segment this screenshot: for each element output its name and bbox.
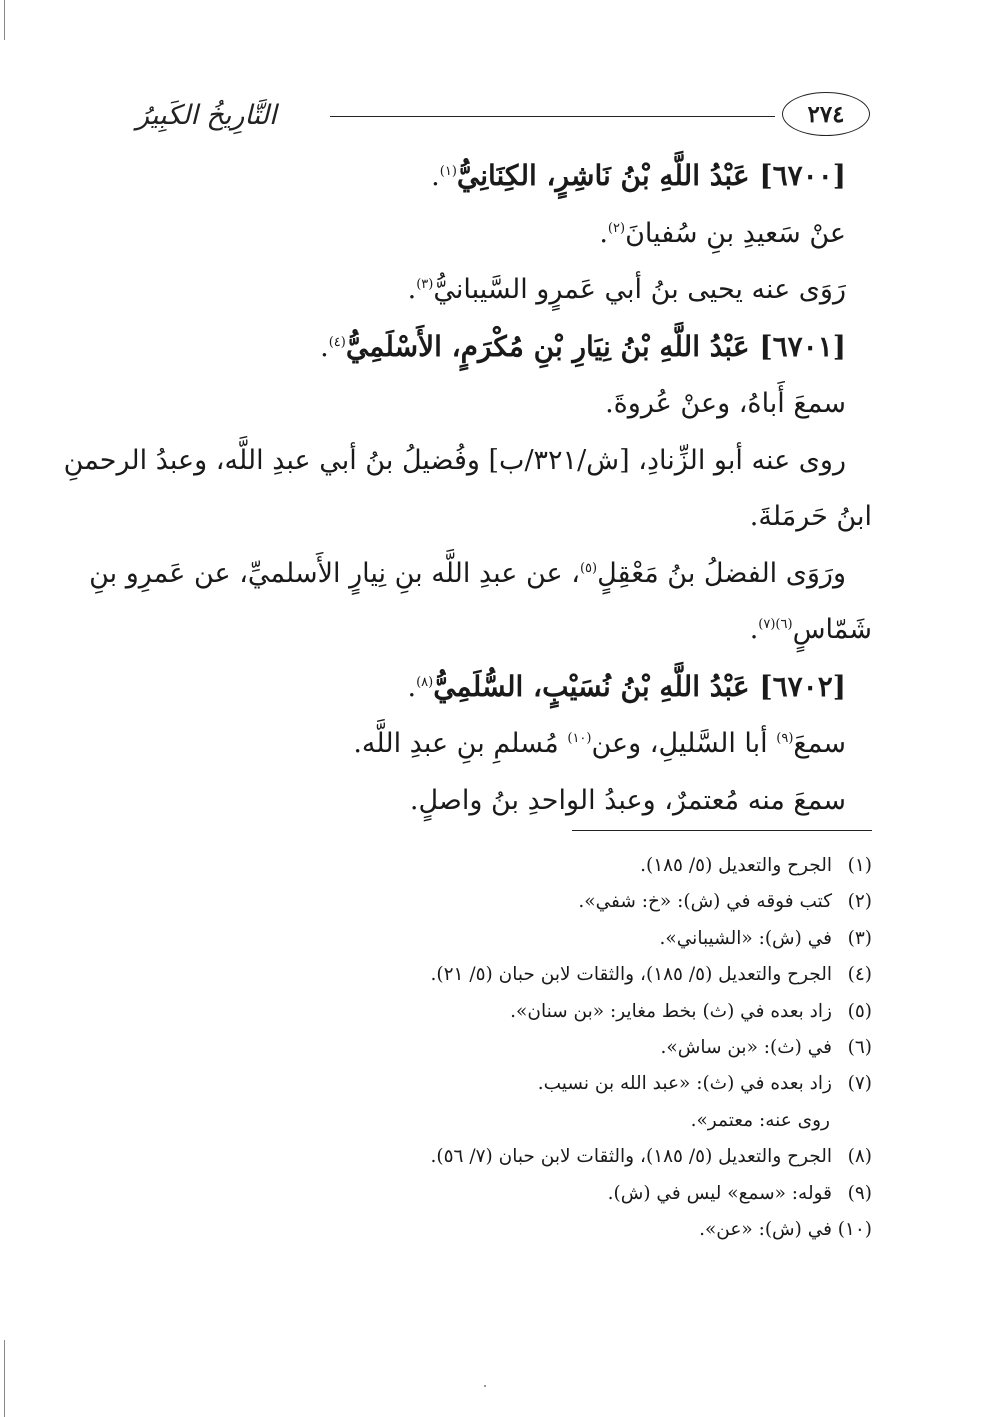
footnote xyxy=(240,1176,872,1212)
line-text: سمعَ منه مُعتمرٌ، وعبدُ الواحدِ بنُ واصلٍ. xyxy=(409,784,846,816)
footnote-text: كتب فوقه في (ش): «خ: شفي». xyxy=(578,891,832,913)
header-rule xyxy=(330,116,775,117)
scan-edge-mark xyxy=(4,1340,5,1417)
line-text-tail: . xyxy=(320,331,329,363)
line-text-tail: ، عن عبدِ اللَّه بنِ نِيارٍ الأَسلميِّ، عن عَمرِو بنِ xyxy=(89,557,580,589)
footnote xyxy=(240,1030,872,1066)
footnote-number: (١) xyxy=(847,855,872,876)
line-text: روى عنه أبو الزِّنادِ، [ش/٣٢١/ب] وفُضيلُ بنُ أبي عبدِ اللَّه، وعبدُ الرحمنِ xyxy=(63,444,846,476)
footnote xyxy=(240,957,872,993)
footnote-text: قوله: «سمع» ليس في (ش). xyxy=(607,1182,832,1204)
footnote-number: (٨) xyxy=(847,1146,872,1168)
entry-title: [٦٧٠٠] عَبْدُ اللَّهِ بْنُ نَاشِرٍ، الكِنَانِيُّ xyxy=(456,159,846,192)
footnote xyxy=(240,994,872,1030)
main-text xyxy=(63,148,872,829)
footnote-number: (٦) xyxy=(847,1037,872,1059)
footnote-text: في (ش): «عن». xyxy=(699,1219,832,1241)
line-text-tail: . xyxy=(599,217,608,249)
footnote-number: (٩) xyxy=(847,1182,872,1204)
line-text: رَوَى عنه يحيى بنُ أبي عَمرٍو السَّيبانيُّ xyxy=(433,274,846,305)
text-line xyxy=(89,546,872,603)
line-text-tail: . xyxy=(407,671,417,703)
footnote-ref: (١) xyxy=(439,164,457,179)
footnote-ref: (٣) xyxy=(416,277,434,292)
footnote-ref: (١٠) xyxy=(567,731,592,746)
footnote xyxy=(240,921,872,957)
footnote-number: (١٠) xyxy=(837,1219,872,1241)
line-text-tail: . xyxy=(431,161,440,192)
entry-heading xyxy=(128,659,872,717)
line-text: سمعَ أَباهُ، وعنْ عُروةَ. xyxy=(605,388,846,419)
line-text: ابنُ حَرمَلةَ. xyxy=(749,501,872,532)
line-text-tail: مُسلمِ بنِ عبدِ اللَّه. xyxy=(353,728,568,759)
line-text-tail: أبا السَّليلِ، وعن xyxy=(591,728,777,759)
entry-heading xyxy=(128,319,872,377)
running-title: التَّارِيخُ الكَبِيرُ xyxy=(136,100,277,131)
footnote-ref: (٨) xyxy=(416,674,434,690)
footnote-text: الجرح والتعديل (٥/ ١٨٥)، والثقات لابن حبان (٥/ ٢١). xyxy=(430,964,832,986)
footnote-text: زاد بعده في (ث) بخط مغاير: «بن سنان». xyxy=(510,1000,832,1022)
entry-title: [٦٧٠٢] عَبْدُ اللَّهِ بْنُ نُسَيْبٍ، السُّلَمِيُّ xyxy=(433,669,846,703)
text-line xyxy=(128,206,872,263)
footnote-number: (٤) xyxy=(847,964,872,986)
footnote-text: روى عنه: معتمر». xyxy=(690,1109,830,1131)
footnote xyxy=(240,1139,872,1175)
line-text-tail: . xyxy=(749,614,759,645)
line-text: عنْ سَعيدِ بنِ سُفيانَ xyxy=(625,217,846,249)
footnote-separator xyxy=(572,830,872,831)
page-header xyxy=(130,92,870,142)
footnote xyxy=(240,1212,872,1248)
entry-heading xyxy=(128,148,872,206)
footnote-number: (٣) xyxy=(847,927,872,949)
line-text: شَمّاسٍ xyxy=(792,614,872,645)
scan-edge-mark xyxy=(4,0,5,40)
footnote-ref: (٤) xyxy=(328,334,346,350)
line-text: سمعَ xyxy=(793,728,846,759)
footnote-text: في (ث): «بن ساش». xyxy=(660,1037,832,1059)
footnote-text: في (ش): «الشيباني». xyxy=(659,927,832,949)
text-line xyxy=(128,489,872,546)
footnote-text: الجرح والتعديل (٥/ ١٨٥). xyxy=(640,855,832,876)
footnote-text: الجرح والتعديل (٥/ ١٨٥)، والثقات لابن حبان (٧/ ٥٦). xyxy=(430,1146,832,1168)
footnote xyxy=(240,884,872,920)
footnote-ref: (٥) xyxy=(579,560,598,576)
text-line xyxy=(63,433,872,490)
page-number: ٢٧٤ xyxy=(782,92,870,136)
footnotes xyxy=(240,848,872,1248)
footnote xyxy=(240,1066,872,1102)
footnote-number: (٧) xyxy=(847,1073,872,1095)
text-line xyxy=(128,773,872,830)
text-line xyxy=(128,716,872,773)
footnote-ref: (٦)(٧) xyxy=(758,617,793,632)
text-line xyxy=(128,262,872,319)
footnote xyxy=(240,848,872,884)
line-text-tail: . xyxy=(407,274,417,305)
text-line xyxy=(128,376,872,433)
footnote-number: (٢) xyxy=(847,891,872,913)
footnote xyxy=(240,1103,872,1139)
entry-title: [٦٧٠١] عَبْدُ اللَّهِ بْنُ نِيَارِ بْنِ مُكْرَمٍ، الأَسْلَمِيُّ xyxy=(345,329,846,363)
footnote-ref: (٩) xyxy=(776,731,794,746)
scan-speck xyxy=(484,1385,486,1387)
footnote-number: (٥) xyxy=(847,1000,872,1022)
line-text: ورَوَى الفضلُ بنُ مَعْقِلٍ xyxy=(597,557,846,589)
text-line xyxy=(128,602,872,659)
footnote-text: زاد بعده في (ث): «عبد الله بن نسيب. xyxy=(537,1073,832,1095)
footnote-ref: (٢) xyxy=(607,220,626,236)
